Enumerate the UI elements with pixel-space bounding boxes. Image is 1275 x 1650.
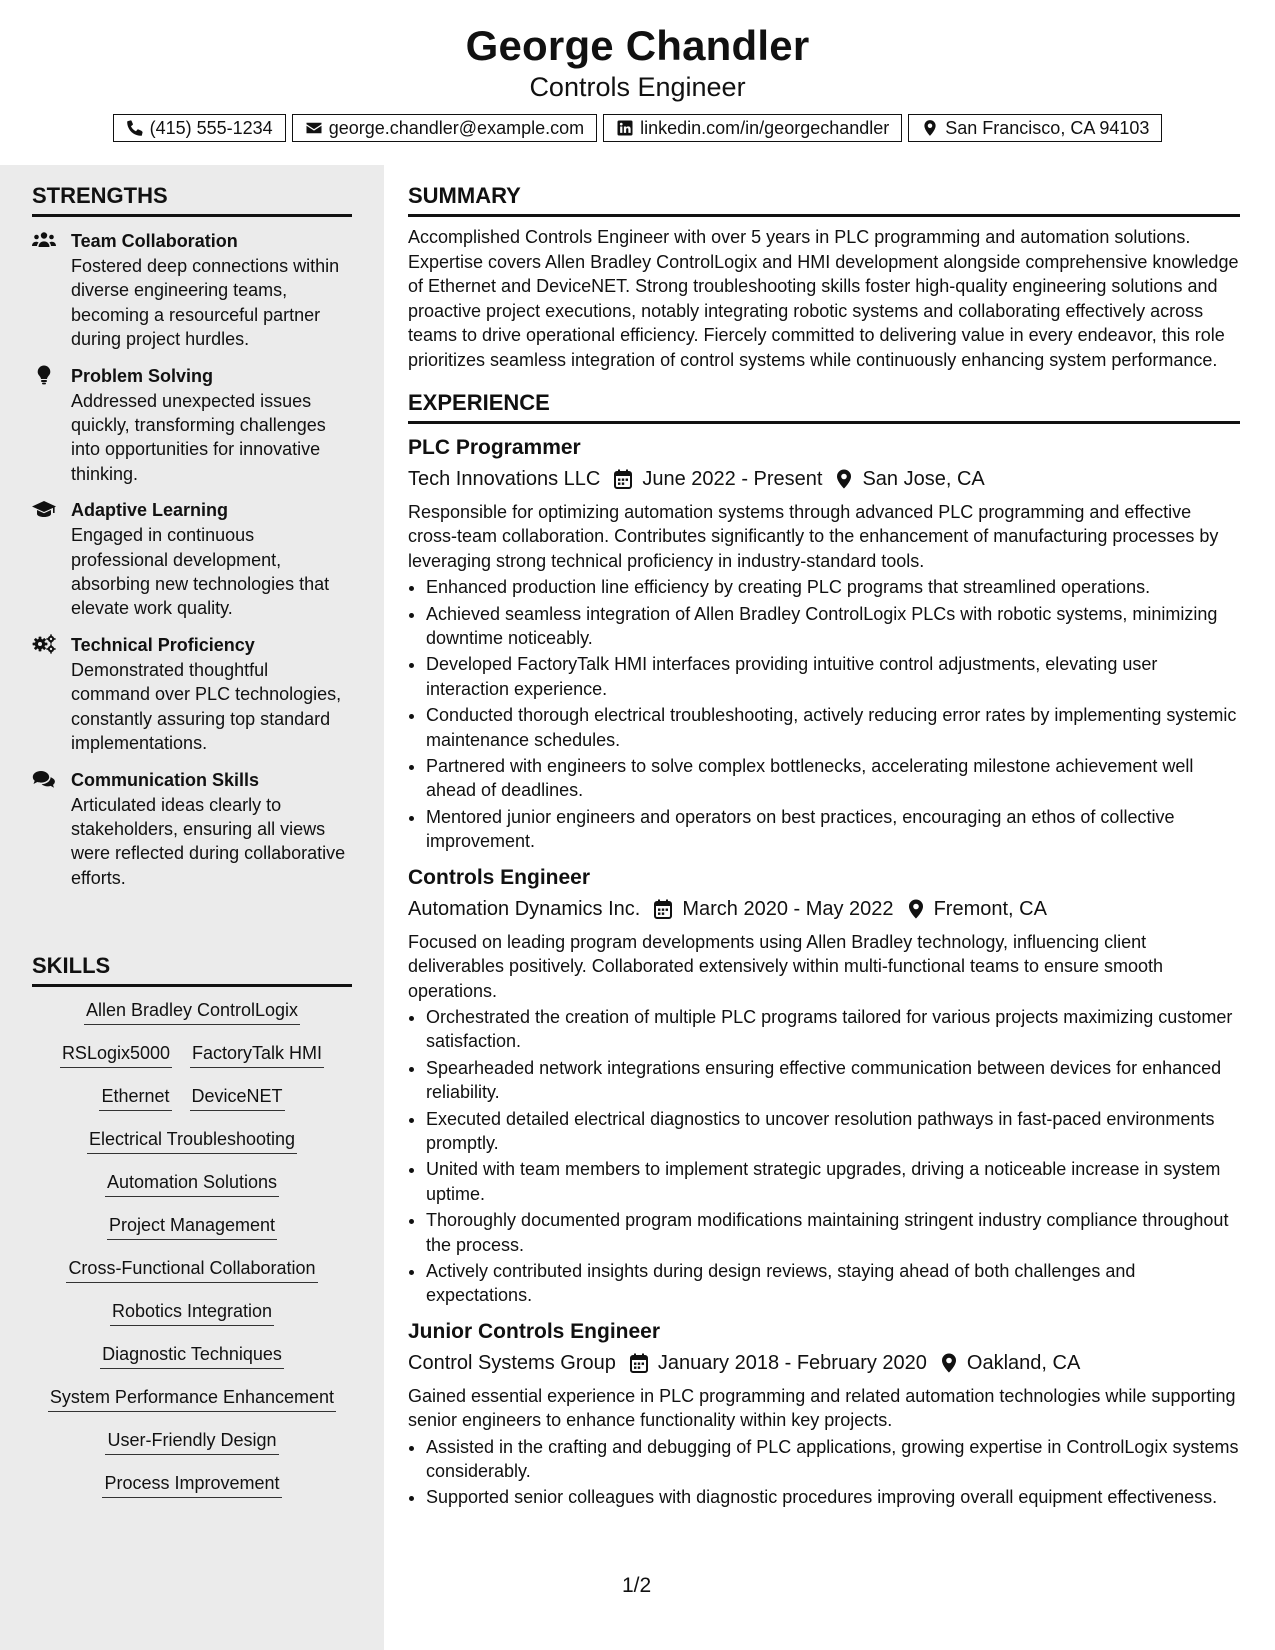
skill-row <box>32 1343 352 1369</box>
skill-tag: RSLogix5000 <box>60 1042 172 1068</box>
achievement-item: • Mentored junior engineers and operators on best practices, encouraging an ethos of collective improvement. <box>426 805 1240 854</box>
contact-location-text: San Francisco, CA 94103 <box>945 117 1150 138</box>
job-achievements <box>408 1005 1240 1308</box>
contact-location[interactable] <box>908 114 1162 142</box>
calendar-icon <box>600 469 642 489</box>
candidate-name: George Chandler <box>465 22 810 69</box>
skill-row <box>32 1128 352 1154</box>
achievement-item: • Spearheaded network integrations ensuring effective communication between devices for enhanced reliability. <box>426 1056 1240 1105</box>
achievement-item: • Thoroughly documented program modifications maintaining stringent industry compliance throughout the process. <box>426 1208 1240 1257</box>
job-entry <box>408 1318 1240 1510</box>
skill-tag: System Performance Enhancement <box>48 1386 336 1412</box>
achievement-item: • Orchestrated the creation of multiple PLC programs tailored for various projects maximizing customer satisfaction. <box>426 1005 1240 1054</box>
strength-item <box>32 768 352 891</box>
achievement-item: • Achieved seamless integration of Allen Bradley ControlLogix PLCs with robotic systems, minimizing downtime noticeably. <box>426 602 1240 651</box>
skill-tag: DeviceNET <box>190 1085 285 1111</box>
strength-item <box>32 229 352 352</box>
job-title: PLC Programmer <box>408 436 581 459</box>
skill-tag: Process Improvement <box>102 1472 281 1498</box>
strengths-heading: STRENGTHS <box>32 183 352 217</box>
achievement-item: • Conducted thorough electrical troubleshooting, actively reducing error rates by implementing systemic maintenance schedules. <box>426 703 1240 752</box>
job-achievements <box>408 575 1240 853</box>
job-meta <box>408 464 1240 494</box>
job-achievements <box>408 1435 1240 1510</box>
strength-desc: Fostered deep connections within diverse engineering teams, becoming a resourceful partner during project hurdles. <box>71 256 340 350</box>
skill-tag: Allen Bradley ControlLogix <box>84 999 300 1025</box>
company-name: Automation Dynamics Inc. <box>408 897 641 920</box>
comments-icon <box>32 769 56 789</box>
skill-tag: Automation Solutions <box>105 1171 279 1197</box>
envelope-icon <box>305 119 323 137</box>
skills-heading: SKILLS <box>32 953 352 987</box>
map-pin-icon <box>894 899 934 919</box>
achievement-item: • Executed detailed electrical diagnostics to uncover resolution pathways in fast-paced environments promptly. <box>426 1107 1240 1156</box>
skill-row <box>32 1257 352 1283</box>
contact-email[interactable] <box>292 114 597 142</box>
job-location: Fremont, CA <box>933 897 1047 920</box>
map-pin-icon <box>921 119 939 137</box>
skill-tag: FactoryTalk HMI <box>190 1042 324 1068</box>
achievement-item: • Partnered with engineers to solve complex bottlenecks, accelerating milestone achievement well ahead of deadlines. <box>426 754 1240 803</box>
strength-desc: Articulated ideas clearly to stakeholders, ensuring all views were reflected during collaborative efforts. <box>71 794 346 888</box>
skill-row <box>32 1171 352 1197</box>
skill-tag: Electrical Troubleshooting <box>87 1128 297 1154</box>
gears-icon <box>32 634 56 654</box>
skill-row <box>32 1214 352 1240</box>
summary-text: Accomplished Controls Engineer with over 5 years in PLC programming and automation solutions. Expertise covers Allen Bradley ControlLogix and HMI development alongside comprehensive knowledge of Ethernet and DeviceNET. Strong troubleshooting skills foster high-quality engineering solutions and proactive project executions, notably integrating robotic systems and collaborating effectively across teams to drive operational efficiency. Fiercely committed to delivering value in every endeavor, this role prioritizes seamless integration of control systems while continuously enhancing system performance. <box>408 227 1239 370</box>
company-name: Tech Innovations LLC <box>408 468 601 490</box>
strength-title: Problem Solving <box>71 365 214 386</box>
skill-row <box>32 1042 352 1068</box>
phone-icon <box>126 119 144 137</box>
job-description: Gained essential experience in PLC programming and related automation technologies while supporting senior engineers to enhance functionality within key projects. <box>408 1385 1236 1431</box>
users-icon <box>32 230 56 250</box>
job-location: San Jose, CA <box>862 468 985 490</box>
skill-row <box>32 1085 352 1111</box>
company-name: Control Systems Group <box>408 1351 616 1374</box>
job-entry <box>408 864 1240 1308</box>
skill-tag: Robotics Integration <box>110 1300 274 1326</box>
skill-row <box>32 1386 352 1412</box>
job-meta <box>408 1348 1240 1378</box>
main-column <box>408 165 1240 1512</box>
job-title: Controls Engineer <box>408 865 591 889</box>
achievement-item: • Supported senior colleagues with diagnostic procedures improving overall equipment effectiveness. <box>426 1485 1240 1509</box>
contact-email-text: george.chandler@example.com <box>328 117 585 138</box>
job-title: Junior Controls Engineer <box>408 1319 661 1343</box>
job-headline: Controls Engineer <box>529 72 746 102</box>
strength-title: Team Collaboration <box>71 231 238 251</box>
map-pin-icon <box>927 1353 967 1373</box>
job-dates: March 2020 - May 2022 <box>682 897 894 920</box>
strengths-section <box>32 183 352 890</box>
contact-phone-text: (415) 555-1234 <box>149 117 273 138</box>
achievement-item: • Developed FactoryTalk HMI interfaces providing intuitive control adjustments, elevating user interaction experience. <box>426 652 1240 701</box>
skills-section <box>32 953 352 1515</box>
job-location: Oakland, CA <box>966 1351 1081 1374</box>
achievement-item: • United with team members to implement strategic upgrades, driving a noticeable increase in system uptime. <box>426 1157 1240 1206</box>
contact-linkedin-text: linkedin.com/in/georgechandler <box>640 117 890 138</box>
summary-heading: SUMMARY <box>408 183 1240 217</box>
sidebar <box>0 165 384 1650</box>
skill-row <box>32 1429 352 1455</box>
graduation-cap-icon <box>32 499 56 519</box>
strength-desc: Demonstrated thoughtful command over PLC technologies, constantly assuring top standard implementations. <box>71 659 342 754</box>
skill-tag: Diagnostic Techniques <box>100 1343 284 1369</box>
strength-item <box>32 498 352 621</box>
strength-title: Adaptive Learning <box>71 500 229 521</box>
strength-title: Technical Proficiency <box>71 634 255 655</box>
skill-row <box>32 1300 352 1326</box>
job-meta <box>408 894 1240 924</box>
strength-item <box>32 633 352 756</box>
map-pin-icon <box>822 469 862 489</box>
achievement-item: • Assisted in the crafting and debugging of PLC applications, growing expertise in ControlLogix systems considerably. <box>426 1435 1240 1484</box>
lightbulb-icon <box>32 365 56 385</box>
contact-bar <box>0 114 1275 142</box>
calendar-icon <box>640 899 682 919</box>
strength-desc: Engaged in continuous professional development, absorbing new technologies that elevate work quality. <box>71 525 330 619</box>
strength-desc: Addressed unexpected issues quickly, transforming challenges into opportunities for innovative thinking. <box>71 390 326 484</box>
job-description: Responsible for optimizing automation systems through advanced PLC programming and effective cross-team collaboration. Contributes significantly to the enhancement of manufacturing processes by leveraging strong technical proficiency in industry-standard tools. <box>408 502 1219 571</box>
job-dates: June 2022 - Present <box>642 468 823 490</box>
resume-header <box>0 0 1275 165</box>
contact-linkedin[interactable] <box>603 114 902 142</box>
skill-tag: User-Friendly Design <box>105 1429 278 1455</box>
contact-phone[interactable] <box>113 114 286 142</box>
skill-row <box>32 999 352 1025</box>
experience-heading: EXPERIENCE <box>408 390 1240 424</box>
achievement-item: • Enhanced production line efficiency by creating PLC programs that streamlined operations. <box>426 575 1240 599</box>
achievement-item: • Actively contributed insights during design reviews, staying ahead of both challenges and expectations. <box>426 1259 1240 1308</box>
strength-item <box>32 364 352 487</box>
skill-row <box>32 1472 352 1498</box>
skill-tag: Cross-Functional Collaboration <box>66 1257 317 1283</box>
skill-tag: Project Management <box>107 1214 277 1240</box>
skill-tag: Ethernet <box>99 1085 171 1111</box>
calendar-icon <box>616 1353 658 1373</box>
job-entry <box>408 434 1240 854</box>
skills-list <box>32 999 352 1498</box>
linkedin-icon <box>616 119 634 137</box>
job-dates: January 2018 - February 2020 <box>657 1351 927 1374</box>
page-number: 1/2 <box>622 1574 652 1597</box>
strength-title: Communication Skills <box>71 769 260 790</box>
job-description: Focused on leading program developments using Allen Bradley technology, influencing client deliverables positively. Collaborated extensively within multi-functional teams to ensure smooth operations. <box>408 931 1164 1001</box>
